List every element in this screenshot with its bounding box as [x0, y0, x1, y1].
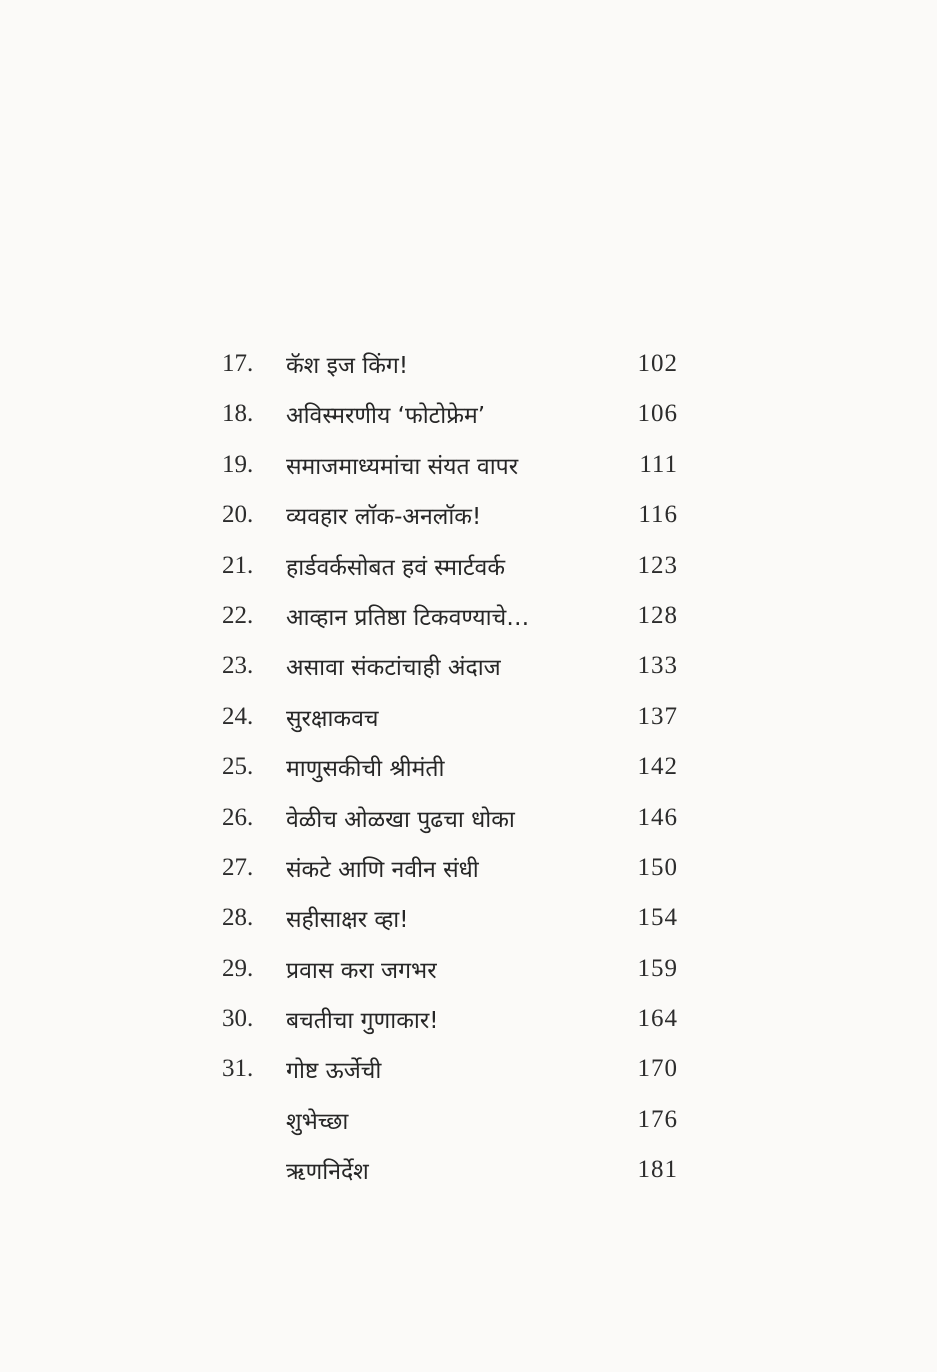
toc-entry-17 — [222, 340, 692, 390]
toc-entry-26 — [222, 794, 692, 844]
toc-entry-wishes — [222, 1096, 692, 1146]
chapter-number: 17. — [222, 350, 254, 377]
page-number: 146 — [637, 803, 678, 831]
chapter-number: 30. — [222, 1005, 254, 1033]
chapter-number: 28. — [222, 904, 254, 932]
page-number: 106 — [637, 400, 678, 428]
chapter-title: असावा संकटांचाही अंदाज — [286, 655, 501, 682]
page-number: 181 — [637, 1156, 678, 1184]
chapter-title: ऋणनिर्देश — [286, 1159, 369, 1186]
toc-entry-24 — [222, 693, 692, 743]
page-number: 170 — [637, 1055, 678, 1083]
chapter-title: प्रवास करा जगभर — [286, 957, 437, 984]
chapter-title: माणुसकीची श्रीमंती — [286, 756, 445, 783]
toc-entry-18 — [222, 390, 692, 440]
page-number: 164 — [637, 1005, 678, 1033]
chapter-number: 18. — [222, 400, 254, 428]
chapter-number: 26. — [222, 803, 254, 831]
chapter-title: अविस्मरणीय ‘फोटोफ्रेम’ — [286, 403, 486, 430]
chapter-number: 24. — [222, 702, 254, 730]
page-number: 150 — [637, 853, 678, 881]
toc-entry-29 — [222, 945, 692, 995]
toc-entry-28 — [222, 894, 692, 944]
chapter-number: 29. — [222, 954, 254, 982]
chapter-title: कॅश इज किंग! — [286, 353, 409, 379]
chapter-number: 31. — [222, 1055, 254, 1083]
page-number: 159 — [637, 954, 678, 982]
chapter-title: सहीसाक्षर व्हा! — [286, 907, 409, 934]
table-of-contents — [222, 340, 692, 1197]
toc-entry-20 — [222, 491, 692, 541]
chapter-title: शुभेच्छा — [286, 1108, 349, 1135]
chapter-title: हार्डवर्कसोबत हवं स्मार्टवर्क — [286, 554, 506, 581]
chapter-number: 19. — [222, 450, 254, 478]
chapter-title: संकटे आणि नवीन संधी — [286, 856, 479, 883]
page-number: 142 — [637, 753, 678, 781]
toc-entry-acknowledgements — [222, 1146, 692, 1196]
toc-entry-21 — [222, 542, 692, 592]
chapter-number: 23. — [222, 652, 254, 680]
toc-entry-19 — [222, 441, 692, 491]
chapter-number: 22. — [222, 601, 254, 629]
page-number: 102 — [637, 350, 678, 377]
chapter-title: गोष्ट ऊर्जेची — [286, 1058, 382, 1085]
page-number: 176 — [637, 1105, 678, 1133]
toc-entry-22 — [222, 592, 692, 642]
page-number: 154 — [637, 904, 678, 932]
toc-entry-25 — [222, 743, 692, 793]
chapter-number: 20. — [222, 501, 254, 529]
page-number: 137 — [637, 702, 678, 730]
page-number: 116 — [638, 501, 678, 529]
chapter-title: बचतीचा गुणाकार! — [286, 1008, 439, 1035]
chapter-number: 25. — [222, 753, 254, 781]
toc-entry-27 — [222, 844, 692, 894]
page-number: 123 — [637, 551, 678, 579]
chapter-title: समाजमाध्यमांचा संयत वापर — [286, 453, 519, 480]
toc-entry-23 — [222, 642, 692, 692]
page-number: 111 — [639, 450, 678, 478]
chapter-title: व्यवहार लॉक-अनलॉक! — [286, 504, 482, 531]
toc-entry-30 — [222, 995, 692, 1045]
toc-entry-31 — [222, 1045, 692, 1095]
chapter-title: सुरक्षाकवच — [286, 705, 379, 732]
chapter-number: 21. — [222, 551, 254, 579]
page-number: 133 — [637, 652, 678, 680]
chapter-number: 27. — [222, 853, 254, 881]
chapter-title: आव्हान प्रतिष्ठा टिकवण्याचे… — [286, 604, 530, 631]
page-number: 128 — [637, 601, 678, 629]
chapter-title: वेळीच ओळखा पुढचा धोका — [286, 806, 515, 833]
